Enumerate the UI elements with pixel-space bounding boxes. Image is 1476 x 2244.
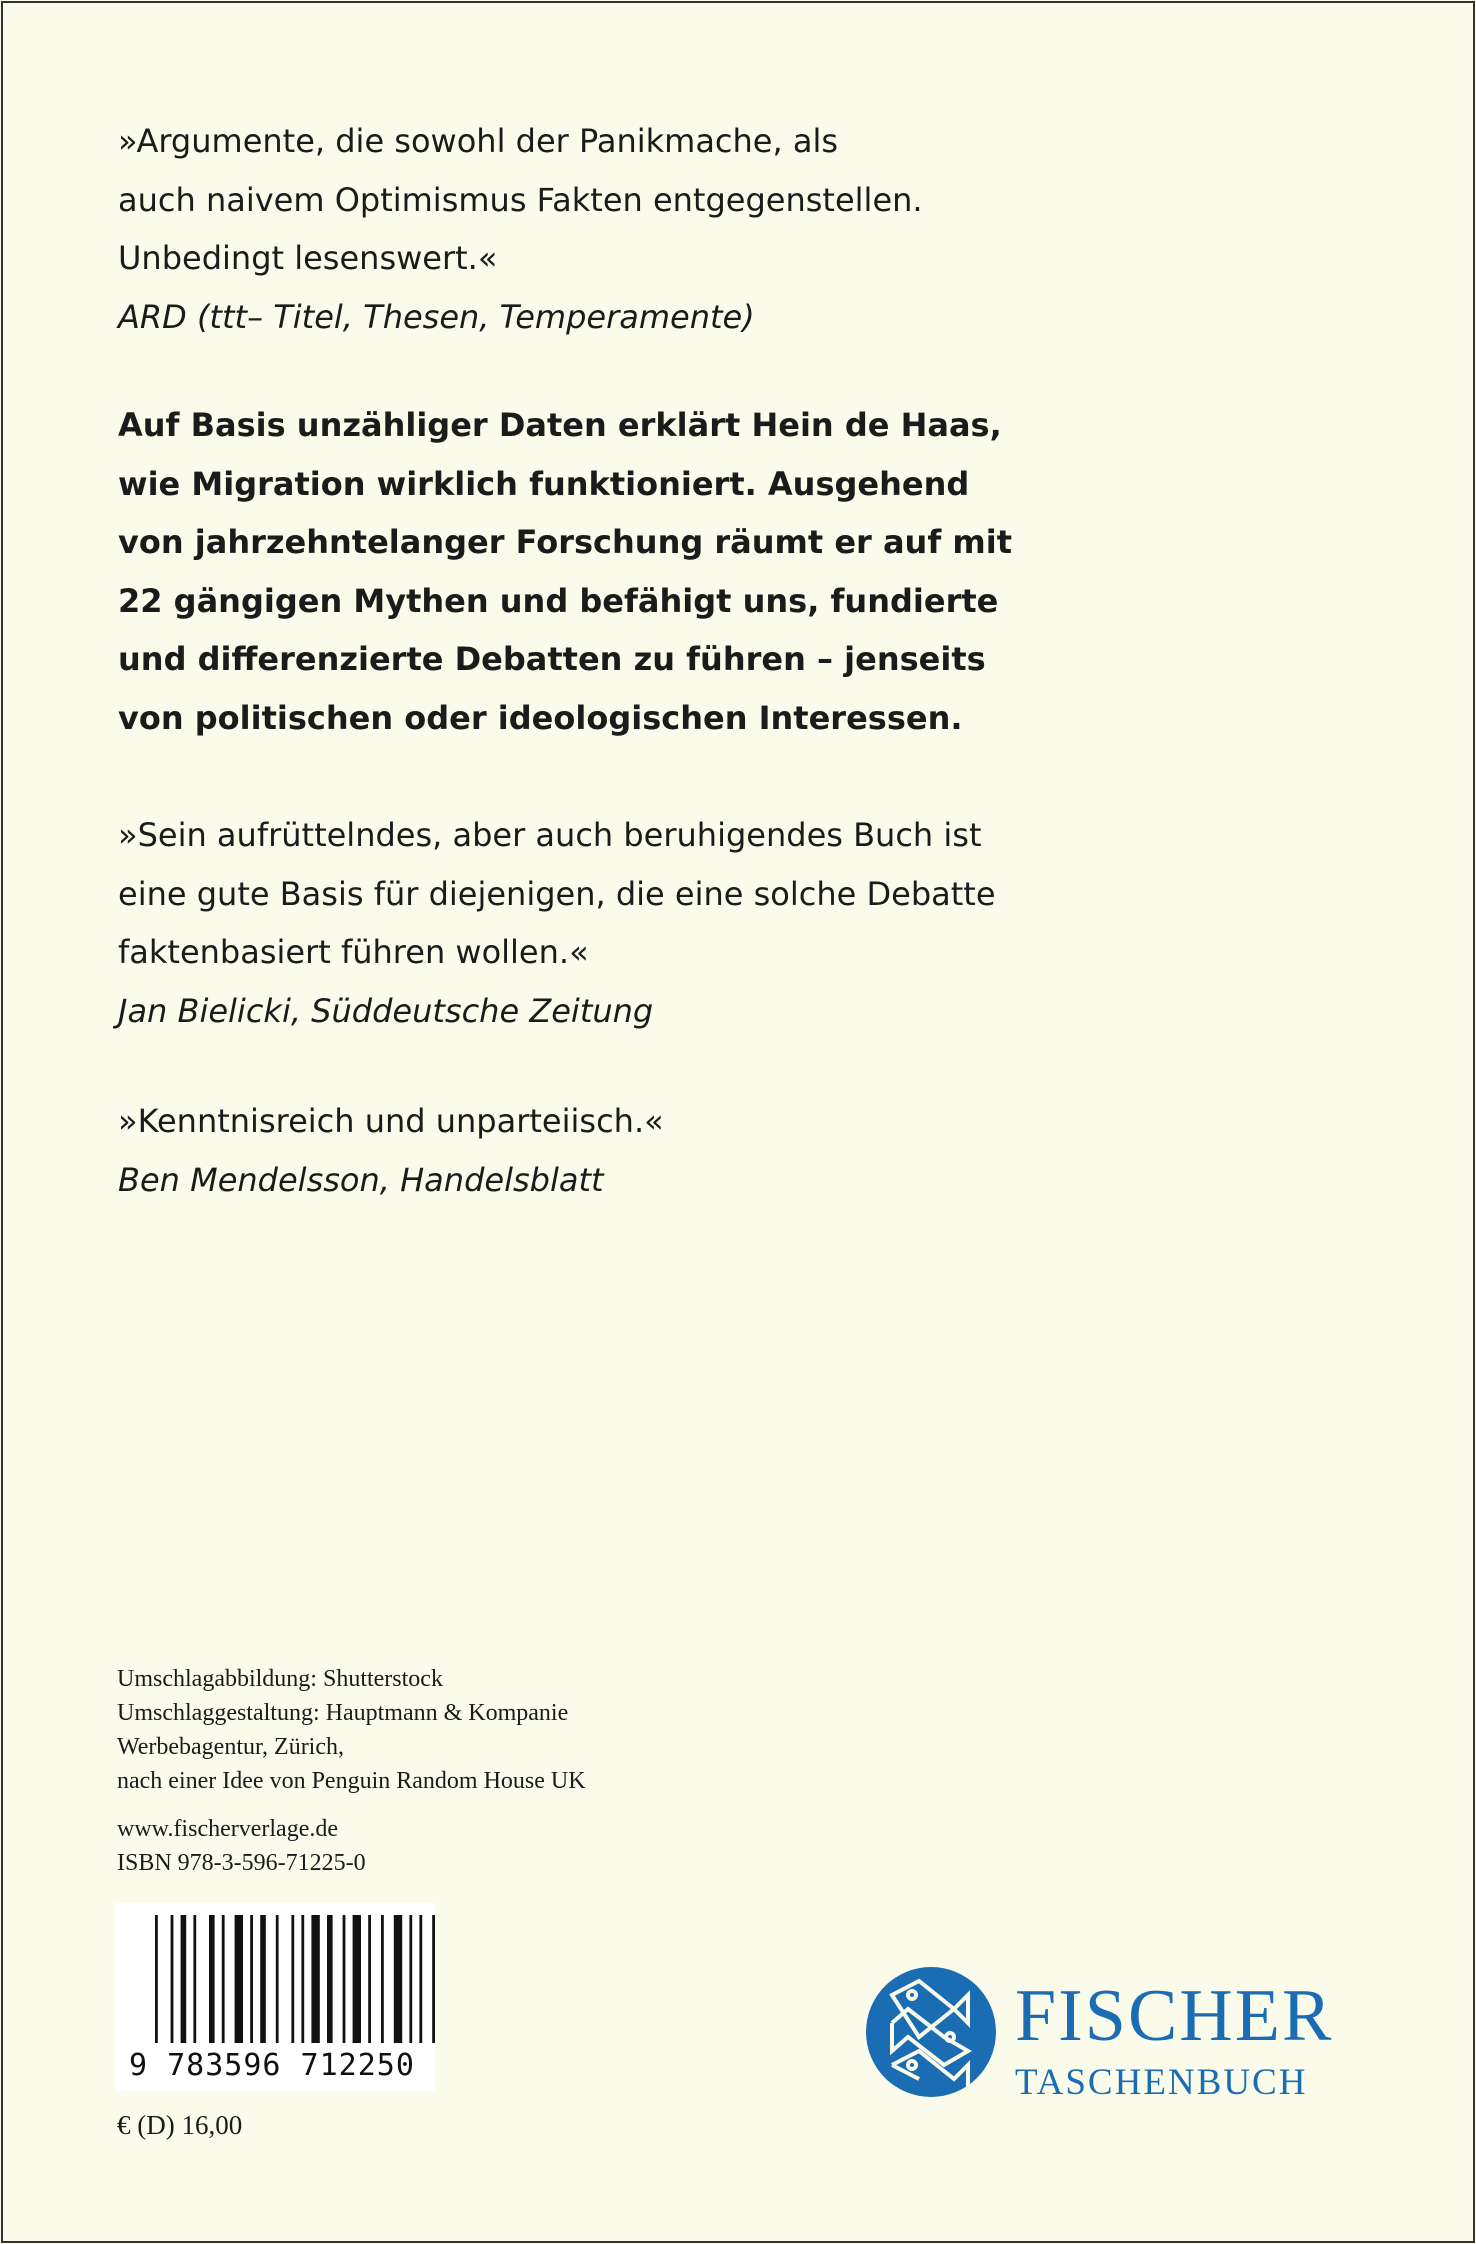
barcode [115, 1903, 435, 2091]
quote-source: Ben Mendelsson, Handelsblatt [118, 1160, 604, 1199]
barcode-bar [181, 1915, 187, 2043]
quote-line: eine gute Basis für diejenigen, die eine solche Debatte [118, 874, 996, 913]
credit-line: Werbebagentur, Zürich, [117, 1734, 345, 1760]
logo-taschenbuch: TASCHENBUCH [1015, 2062, 1308, 2103]
quote-line: Unbedingt lesenswert.« [118, 239, 498, 277]
barcode-bar [260, 1915, 266, 2043]
barcode-bar [311, 1915, 319, 2043]
barcode-bar [327, 1915, 333, 2043]
price: € (D) 16,00 [117, 2110, 243, 2140]
quote-source: Jan Bielicki, Süddeutsche Zeitung [118, 991, 654, 1030]
barcode-bar [250, 1915, 253, 2043]
fischer-fish-logo-icon [864, 1965, 998, 2103]
barcode-bar [235, 1915, 243, 2043]
barcode-bar [353, 1915, 361, 2043]
blurb-line: und differenzierte Debatten zu führen – jenseits [118, 640, 986, 678]
barcode-bar [409, 1915, 412, 2043]
isbn: ISBN 978-3-596-71225-0 [117, 1850, 366, 1876]
barcode-bar [171, 1915, 174, 2043]
publisher-logo-text [1015, 1972, 1333, 2106]
blurb-line: Auf Basis unzähliger Daten erklärt Hein de Haas, [118, 406, 1002, 444]
blurb-line: von jahrzehntelanger Forschung räumt er auf mit [118, 523, 1012, 561]
quote-handelsblatt [118, 1092, 1368, 1209]
quote-line: auch naivem Optimismus Fakten entgegenstellen. [118, 180, 923, 219]
barcode-digits: 9 783596 712250 [129, 2048, 415, 2083]
barcode-bar [276, 1915, 279, 2043]
barcode-bar [301, 1915, 304, 2043]
barcode-bars [115, 1903, 435, 2045]
quote-sz [118, 806, 1368, 1040]
barcode-bar [432, 1915, 435, 2043]
publisher-info [117, 1812, 366, 1880]
quote-line: »Kenntnisreich und unparteiisch.« [118, 1102, 664, 1140]
barcode-bar [368, 1915, 371, 2043]
barcode-bar [419, 1915, 422, 2043]
blurb [118, 396, 1368, 747]
cover-credits [117, 1662, 586, 1798]
quote-line: »Sein aufrüttelndes, aber auch beruhigendes Buch ist [118, 816, 982, 854]
quote-ard [118, 112, 1368, 346]
barcode-bar [155, 1915, 158, 2043]
quote-line: faktenbasiert führen wollen.« [118, 933, 589, 971]
barcode-bar [394, 1915, 402, 2043]
barcode-bar [193, 1915, 196, 2043]
credit-line: Umschlaggestaltung: Hauptmann & Kompanie [117, 1700, 569, 1726]
barcode-bar [209, 1915, 215, 2043]
barcode-bar [343, 1915, 346, 2043]
barcode-bar [222, 1915, 225, 2043]
credit-line: nach einer Idee von Penguin Random House UK [117, 1768, 586, 1794]
barcode-bar [381, 1915, 384, 2043]
blurb-line: wie Migration wirklich funktioniert. Ausgehend [118, 464, 970, 503]
credit-line: Umschlagabbildung: Shutterstock [117, 1666, 443, 1692]
blurb-line: von politischen oder ideologischen Interessen. [118, 698, 963, 737]
blurb-line: 22 gängigen Mythen und befähigt uns, fundierte [118, 581, 999, 620]
logo-fischer: FISCHER [1015, 1975, 1334, 2057]
quote-source: ARD (ttt– Titel, Thesen, Temperamente) [118, 297, 755, 336]
barcode-bar [291, 1915, 294, 2043]
website-link[interactable]: www.fischerverlage.de [117, 1816, 339, 1842]
quote-line: »Argumente, die sowohl der Panikmache, als [118, 122, 838, 160]
